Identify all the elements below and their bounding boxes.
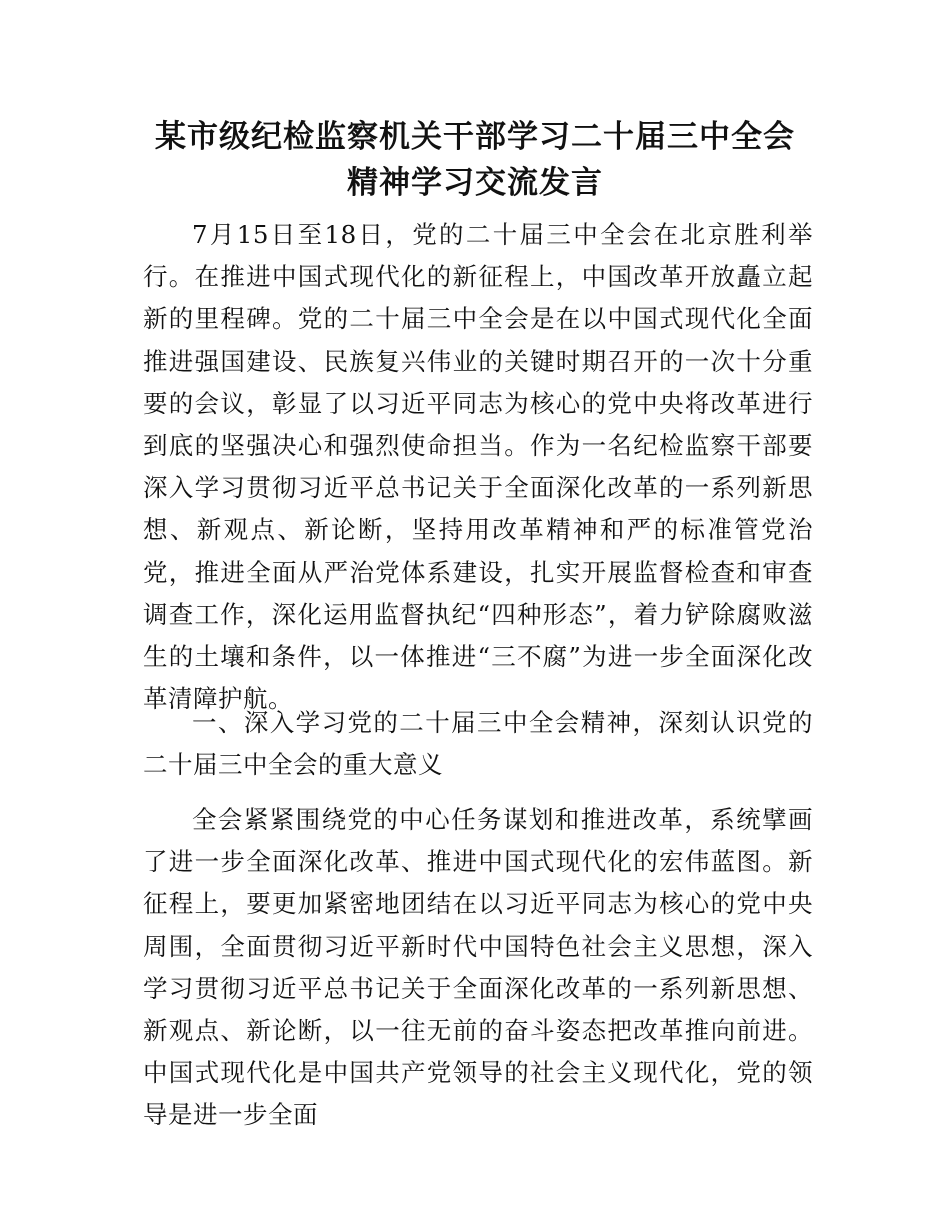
- document-title-line-1: 某市级纪检监察机关干部学习二十届三中全会: [155, 119, 795, 155]
- section-heading-1: 一、深入学习党的二十届三中全会精神，深刻认识党的二十届三中全会的重大意义: [143, 708, 813, 780]
- intro-paragraph: 7月15日至18日，党的二十届三中全会在北京胜利举行。在推进中国式现代化的新征程上，中国改革开放矗立起新的里程碑。党的二十届三中全会是在以中国式现代化全面推进强国建设、民族复兴伟业的关键时期召开的一次十分重要的会议，彰显了以习近平同志为核心的党中央将改革进行到底的坚强决心和强烈使命担当。作为一名纪检监察干部要深入学习贯彻习近平总书记关于全面深化改革的一系列新思想、新观点、新论断，坚持用改革精神和严的标准管党治党，推进全面从严治党体系建设，扎实开展监督检查和审查调查工作，深化运用监督执纪“四种形态”，着力铲除腐败滋生的土壤和条件，以一体推进“三不腐”为进一步全面深化改革清障护航。: [143, 220, 813, 714]
- section-1-paragraph: 全会紧紧围绕党的中心任务谋划和推进改革，系统擘画了进一步全面深化改革、推进中国式现代化的宏伟蓝图。新征程上，要更加紧密地团结在以习近平同志为核心的党中央周围，全面贯彻习近平新时代中国特色社会主义思想，深入学习贯彻习近平总书记关于全面深化改革的一系列新思想、新观点、新论断，以一往无前的奋斗姿态把改革推向前进。中国式现代化是中国共产党领导的社会主义现代化，党的领导是进一步全面: [143, 805, 813, 1130]
- document-title-line-2: 精神学习交流发言: [347, 165, 603, 201]
